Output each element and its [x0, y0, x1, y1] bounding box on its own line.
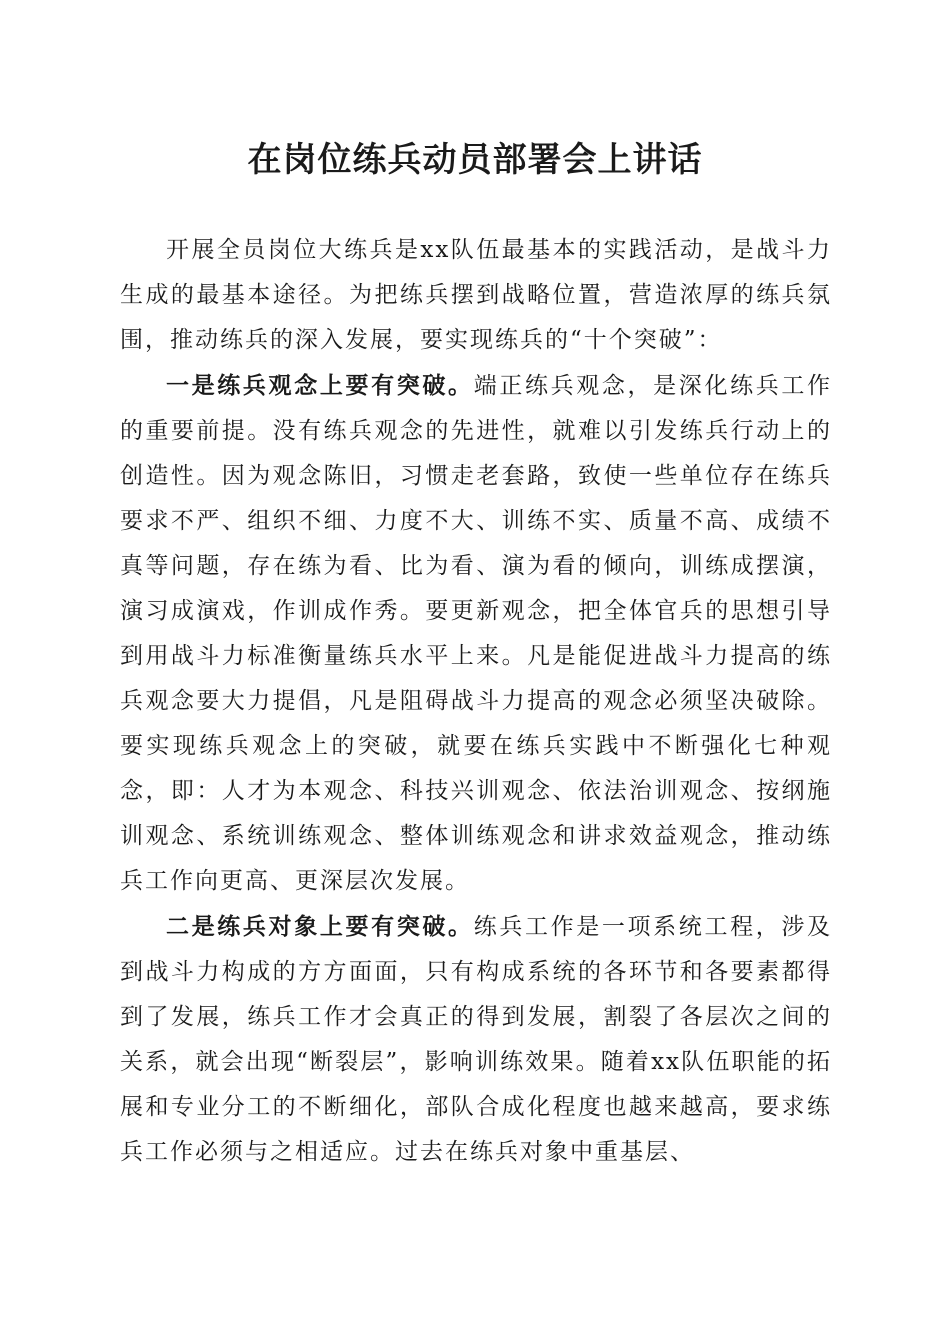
paragraph-first-point [120, 363, 832, 904]
paragraph-second-point-text: 练兵工作是一项系统工程，涉及到战斗力构成的方方面面，只有构成系统的各环节和各要素都得到了发展，练兵工作才会真正的得到发展，割裂了各层次之间的关系，就会出现“断裂层”，影响训练效果。随着xx队伍职能的拓展和专业分工的不断细化，部队合成化程度也越来越高，要求练兵工作必须与之相适应。过去在练兵对象中重基层、 [120, 914, 833, 1165]
paragraph-first-point-heading: 一是练兵观念上要有突破。 [166, 372, 474, 399]
paragraph-second-point [120, 904, 832, 1175]
paragraph-intro [120, 228, 832, 363]
paragraph-intro-text: 开展全员岗位大练兵是xx队伍最基本的实践活动，是战斗力生成的最基本途径。为把练兵摆到战略位置，营造浓厚的练兵氛围，推动练兵的深入发展，要实现练兵的“十个突破”： [120, 237, 832, 353]
document-body [120, 228, 832, 1175]
document-title: 在岗位练兵动员部署会上讲话 [247, 140, 703, 180]
paragraph-first-point-text: 端正练兵观念，是深化练兵工作的重要前提。没有练兵观念的先进性，就难以引发练兵行动上的创造性。因为观念陈旧，习惯走老套路，致使一些单位存在练兵要求不严、组织不细、力度不大、训练不实、质量不高、成绩不真等问题，存在练为看、比为看、演为看的倾向，训练成摆演，演习成演戏，作训成作秀。要更新观念，把全体官兵的思想引导到用战斗力标准衡量练兵水平上来。凡是能促进战斗力提高的练兵观念要大力提倡，凡是阻碍战斗力提高的观念必须坚决破除。要实现练兵观念上的突破，就要在练兵实践中不断强化七种观念，即：人才为本观念、科技兴训观念、依法治训观念、按纲施训观念、系统训练观念、整体训练观念和讲求效益观念，推动练兵工作向更高、更深层次发展。 [120, 373, 833, 894]
paragraph-second-point-heading: 二是练兵对象上要有突破。 [166, 913, 474, 940]
